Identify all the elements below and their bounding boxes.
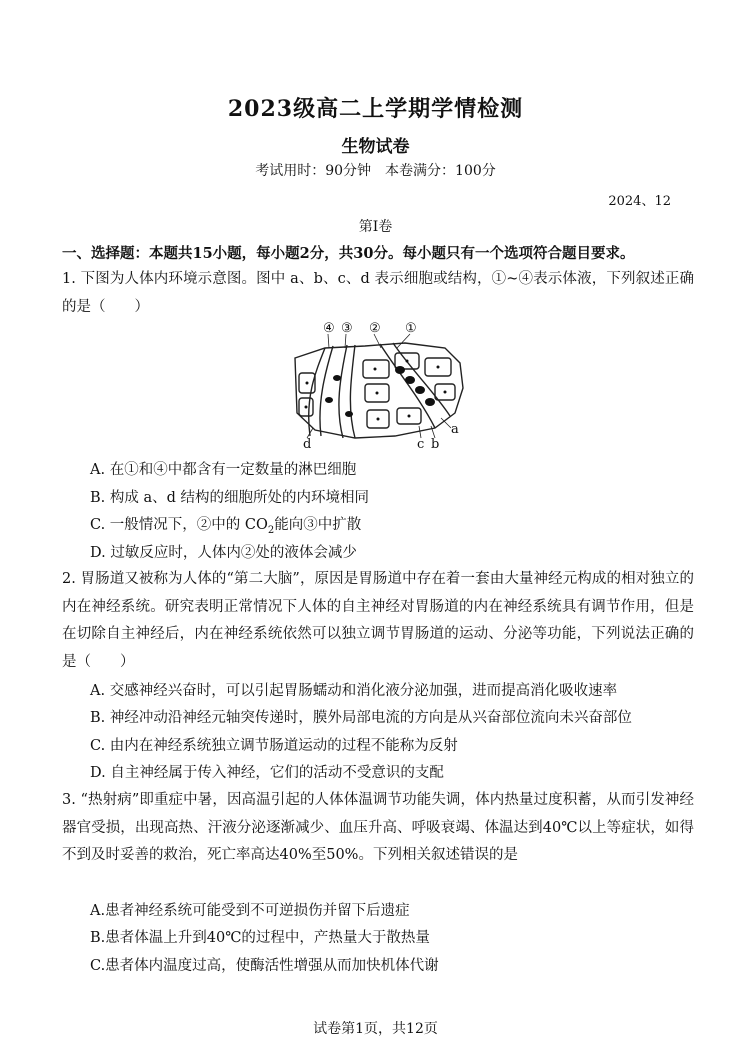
q2-option-a: A. 交感神经兴奋时，可以引起胃肠蠕动和消化液分泌加强，进而提高消化吸收速率: [90, 683, 618, 699]
internal-environment-diagram: [285, 318, 470, 453]
q1-option-c-sub: 2: [267, 524, 275, 536]
q2-option-d: D. 自主神经属于传入神经，它们的活动不受意识的支配: [90, 765, 444, 781]
fig-label-4: ④: [323, 321, 335, 336]
q2-option-c: C. 由内在神经系统独立调节肠道运动的过程不能称为反射: [90, 738, 458, 754]
fig-label-a: a: [451, 422, 459, 437]
q3-option-c: C.患者体内温度过高，使酶活性增强从而加快机体代谢: [90, 958, 439, 974]
page-title: 2023级高二上学期学情检测: [227, 96, 524, 122]
q1-option-a: A. 在①和④中都含有一定数量的淋巴细胞: [90, 462, 357, 478]
q1-option-d: D. 过敏反应时，人体内②处的液体会减少: [90, 545, 357, 561]
exam-date: 2024、12: [608, 194, 671, 209]
q3-option-b: B.患者体温上升到40℃的过程中，产热量大于散热量: [90, 930, 430, 946]
fig-label-d: d: [303, 437, 312, 452]
page-subtitle: 生物试卷: [341, 137, 410, 157]
fig-label-3: ③: [341, 321, 353, 336]
q1-option-b: B. 构成 a、d 结构的细胞所处的内环境相同: [90, 490, 370, 506]
fig-label-1: ①: [405, 321, 417, 336]
fig-label-b: b: [431, 437, 440, 452]
q2-option-b: B. 神经冲动沿神经元轴突传递时，膜外局部电流的方向是从兴奋部位流向未兴奋部位: [90, 710, 632, 726]
q2-stem: 2. 胃肠道又被称为人体的“第二大脑”，原因是胃肠道中存在着一套由大量神经元构成的相对独立的内在神经系统。研究表明正常情况下人体的自主神经对胃肠道的内在神经系统具有调节作用，但是在切除自主神经后，内在神经系统依然可以独立调节胃肠道的运动、分泌等功能，下列说法正确的是（ ）: [62, 571, 694, 670]
section-title: 第Ⅰ卷: [358, 219, 393, 235]
q3-stem: 3. “热射病”即重症中暑，因高温引起的人体体温调节功能失调，体内热量过度积蓄，从而引发神经器官受损，出现高热、汗液分泌逐渐减少、血压升高、呼吸衰竭、体温达到40℃以上等症状，如得不到及时妥善的救治，死亡率高达40%至50%。下列相关叙述错误的是: [62, 792, 694, 863]
fig-label-2: ②: [369, 321, 381, 336]
page-footer: 试卷第1页，共12页: [313, 1021, 438, 1037]
q1-option-c: [90, 513, 361, 536]
q3-option-a: A.患者神经系统可能受到不可逆损伤并留下后遗症: [90, 903, 410, 919]
fig-label-c: c: [417, 437, 425, 452]
part1-heading: 一、选择题：本题共15小题，每小题2分，共30分。每小题只有一个选项符合题目要求。: [62, 245, 635, 262]
q1-option-c-text: C. 一般情况下，②中的 CO: [90, 517, 268, 533]
q1-option-c-tail: 能向③中扩散: [274, 517, 362, 533]
exam-info: 考试用时：90分钟 本卷满分：100分: [255, 163, 496, 179]
q1-stem: 1. 下图为人体内环境示意图。图中 a、b、c、d 表示细胞或结构，①~④表示体液，下列叙述正确的是（ ）: [62, 271, 694, 315]
